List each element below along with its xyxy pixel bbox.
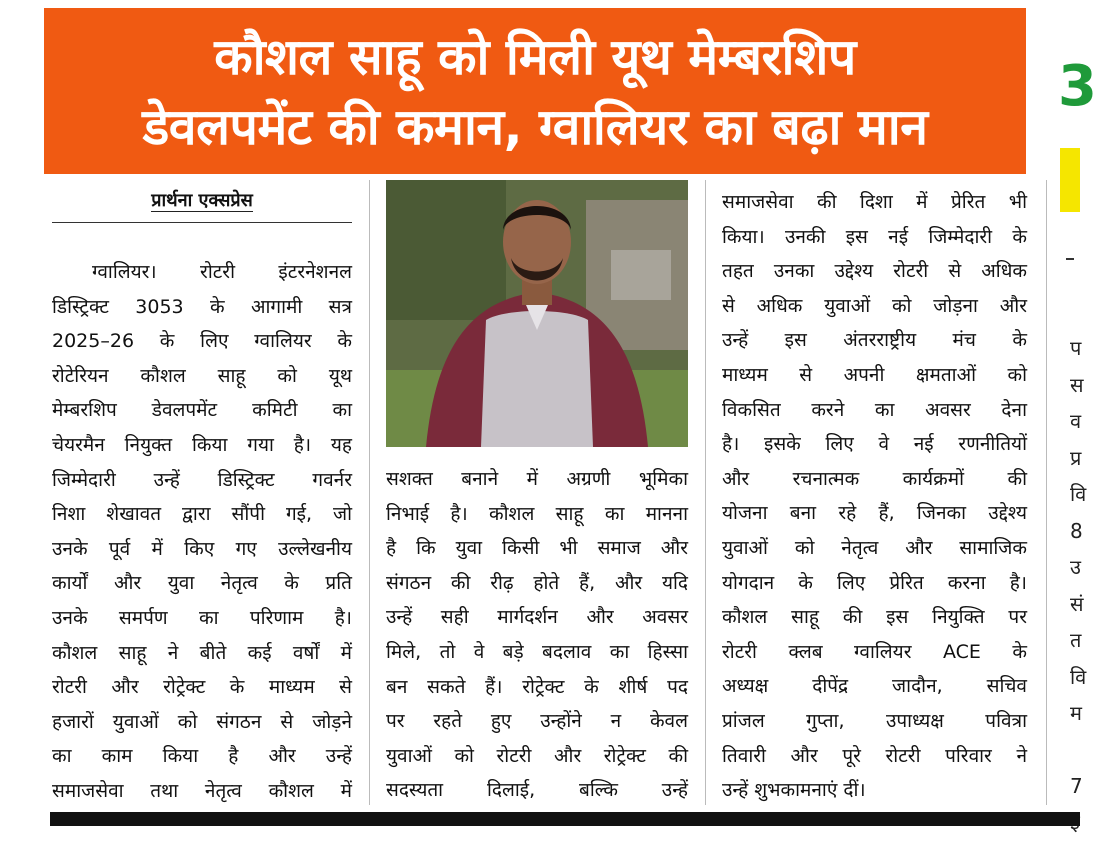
article-line: उन्हें इस अंतरराष्ट्रीय मंच के (722, 329, 1027, 352)
article-line: विकसित करने का अवसर देना (722, 398, 1027, 421)
adjacent-glyph: वि (1070, 482, 1087, 506)
adjacent-highlight-bar (1060, 148, 1080, 212)
headline-line-1: कौशल साहू को मिली यूथ मेम्बरशिप (214, 28, 856, 86)
adjacent-glyph: प (1070, 336, 1082, 360)
article-line: का काम किया है और उन्हें (52, 745, 352, 768)
headline-line-2: डेवलपमेंट की कमान, ग्वालियर का बढ़ा मान (142, 98, 928, 156)
adjacent-glyph: स (1070, 372, 1084, 397)
article-line: प्रांजल गुप्ता, उपाध्यक्ष पवित्रा (722, 709, 1027, 732)
article-line: निभाई है। कौशल साहू का मानना (386, 502, 688, 525)
page-bottom-rule (50, 812, 1080, 826)
article-line: 2025–26 के लिए ग्वालियर के (52, 330, 352, 353)
article-line: हजारों युवाओं को संगठन से जोड़ने (52, 710, 352, 733)
article-line: है कि युवा किसी भी समाज और (386, 537, 688, 560)
article-line: किया। उनकी इस नई जिम्मेदारी के (722, 225, 1027, 248)
column-divider (369, 180, 370, 805)
article-line: उनके पूर्व में किए गए उल्लेखनीय (52, 537, 352, 560)
adjacent-glyph: सं (1070, 591, 1084, 616)
article-line: अध्यक्ष दीपेंद्र जादौन, सचिव (722, 675, 1027, 698)
article-line: सशक्त बनाने में अग्रणी भूमिका (386, 468, 688, 490)
article-line: कार्यों और युवा नेतृत्व के प्रति (52, 572, 352, 595)
column-divider (1046, 180, 1047, 805)
adjacent-glyph: प्र (1070, 445, 1082, 470)
article-column-1 (52, 255, 352, 809)
article-line: युवाओं को रोटरी और रोट्रेक्ट की (386, 744, 688, 767)
article-line: युवाओं को नेतृत्व और सामाजिक (722, 536, 1027, 559)
article-line: रोटरी और रोट्रेक्ट के माध्यम से (52, 676, 352, 699)
article-line: संगठन की रीढ़ होते हैं, और यदि (386, 571, 688, 594)
byline (52, 184, 352, 223)
article-line: पर रहते हुए उन्होंने न केवल (386, 710, 688, 733)
article-line: चेयरमैन नियुक्त किया गया है। यह (52, 433, 352, 456)
article-line: और रचनात्मक कार्यक्रमों की (722, 467, 1027, 490)
article-line: उन्हें शुभकामनाएं दीं। (722, 779, 866, 802)
column-divider (705, 180, 706, 805)
adjacent-glyph: 8 (1070, 518, 1083, 543)
article-line: उनके समर्पण का परिणाम है। (52, 606, 352, 629)
adjacent-headline-fragment: 3 (1058, 54, 1097, 119)
article-line: कौशल साहू की इस नियुक्ति पर (722, 606, 1027, 629)
article-line: माध्यम से अपनी क्षमताओं को (722, 363, 1027, 386)
article-line: तिवारी और पूरे रोटरी परिवार ने (722, 744, 1027, 767)
article-line: योजना बना रहे हैं, जिनका उद्देश्य (722, 502, 1027, 525)
article-line: रोटेरियन कौशल साहू को यूथ (52, 364, 352, 387)
article-line: सदस्यता दिलाई, बल्कि उन्हें (386, 779, 688, 802)
portrait-photo-icon (386, 180, 688, 447)
article-line: समाजसेवा की दिशा में प्रेरित भी (722, 191, 1027, 213)
byline-text: प्रार्थना एक्सप्रेस (151, 190, 253, 211)
article-line: उन्हें सही मार्गदर्शन और अवसर (386, 606, 688, 629)
article-line: निशा शेखावत द्वारा सौंपी गई, जो (52, 503, 352, 526)
article-line: कौशल साहू ने बीते कई वर्षों में (52, 641, 352, 664)
adjacent-glyph: 7 (1070, 773, 1083, 798)
article-line: मेम्बरशिप डेवलपमेंट कमिटी का (52, 399, 352, 422)
article-column-3 (722, 185, 1027, 808)
adjacent-column-fragment (1070, 330, 1087, 841)
article-line: है। इसके लिए वे नई रणनीतियों (722, 433, 1027, 456)
adjacent-glyph: उ (1070, 555, 1081, 579)
adjacent-glyph: म (1070, 701, 1082, 725)
article-line: मिले, तो वे बड़े बदलाव का हिस्सा (386, 640, 688, 663)
adjacent-glyph: त (1070, 628, 1082, 652)
article-line: बन सकते हैं। रोट्रेक्ट के शीर्ष पद (386, 675, 688, 698)
article-line: से अधिक युवाओं को जोड़ना और (722, 294, 1027, 317)
article-line: जिम्मेदारी उन्हें डिस्ट्रिक्ट गवर्नर (52, 468, 352, 491)
adjacent-glyph: वि (1070, 664, 1087, 689)
adjacent-glyph: व (1070, 409, 1082, 433)
article-column-2 (386, 462, 688, 808)
article-line: समाजसेवा तथा नेतृत्व कौशल में (52, 779, 352, 802)
article-line: योगदान के लिए प्रेरित करना है। (722, 571, 1027, 594)
headline-banner (44, 8, 1026, 174)
article-line: रोटरी क्लब ग्वालियर ACE के (722, 640, 1027, 663)
article-line: ग्वालियर। रोटरी इंटरनेशनल (92, 261, 352, 283)
portrait-photo (386, 180, 688, 447)
article-line: डिस्ट्रिक्ट 3053 के आगामी सत्र (52, 295, 352, 318)
adjacent-dash (1066, 258, 1074, 260)
article-line: तहत उनका उद्देश्य रोटरी से अधिक (722, 260, 1027, 283)
